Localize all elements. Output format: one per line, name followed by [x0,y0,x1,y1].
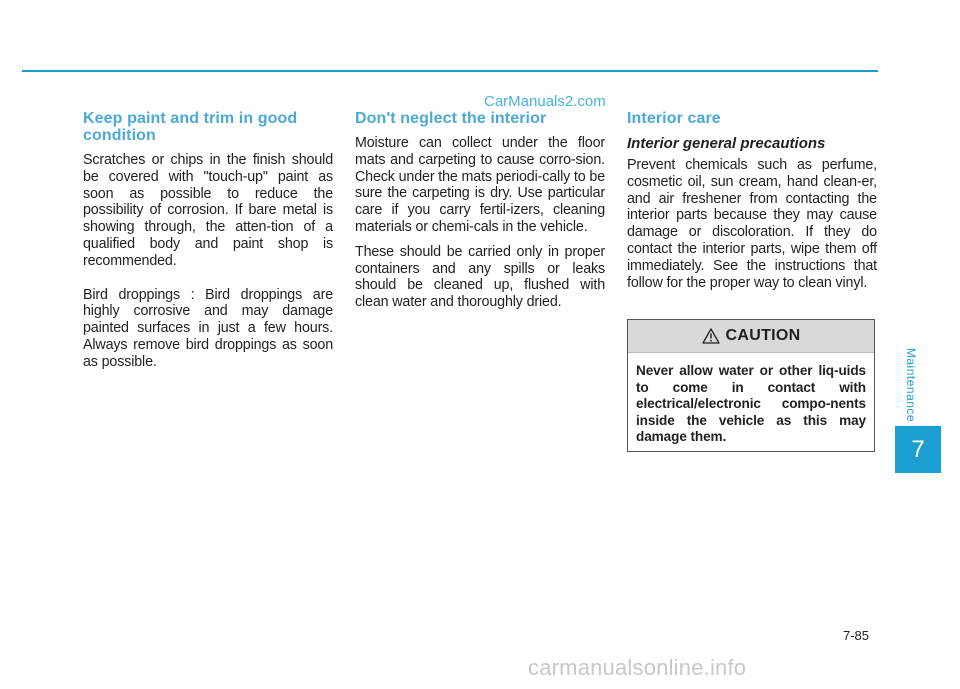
watermark-top: CarManuals2.com [484,93,606,110]
chapter-tab: 7 [895,426,941,473]
caution-title: CAUTION [725,327,801,344]
section-label [896,340,926,430]
paragraph-moisture: Moisture can collect under the floor mats and carpeting to cause corro-sion. Check under the mats periodi-cally to be sure the carpeting is dry. Use particular care if you carry fertil-izers, cleaning materials or chemi-cals in the vehicle. [355,135,605,235]
heading-interior-neglect: Don't neglect the interior [355,110,547,127]
section-label-text: Maintenance [904,347,918,423]
heading-paint-trim: Keep paint and trim in good condition [83,110,298,144]
column-interior-neglect [355,110,605,311]
header-rule [22,70,878,72]
paragraph-containers: These should be carried only in proper containers and any spills or leaks should be cleaned up, flushed with clean water and thoroughly dried. [355,243,605,311]
paragraph-chemicals: Prevent chemicals such as perfume, cosmetic oil, sun cream, hand clean-er, and air freshener from contacting the interior parts because they may cause damage or discoloration. If they do contact the interior parts, wipe them off immediately. See the instructions that follow for the proper way to clean vinyl. [627,157,877,291]
heading-interior-care: Interior care [627,110,721,127]
watermark-bottom: carmanualsonline.info [528,655,747,680]
page-number: 7-85 [843,628,870,643]
warning-triangle-icon [702,328,720,344]
caution-box [627,319,875,452]
subheading-general-precautions: Interior general precautions [627,135,826,152]
paragraph-touch-up: Scratches or chips in the finish should be covered with "touch-up" paint as soon as possible to reduce the possibility of corrosion. If bare metal is showing through, the atten-tion of a qualified body and paint shop is recommended. [83,152,333,269]
column-interior-care [627,110,877,291]
caution-text: Never allow water or other liq-uids to come in contact with electrical/electronic compo-nents inside the vehicle as this may damage them. [636,363,866,444]
column-paint-trim [83,110,333,371]
paragraph-bird-droppings: Bird droppings : Bird droppings are highly corrosive and may damage painted surfaces in just a few hours. Always remove bird droppings as soon as possible. [83,286,333,370]
caution-header [628,320,874,353]
